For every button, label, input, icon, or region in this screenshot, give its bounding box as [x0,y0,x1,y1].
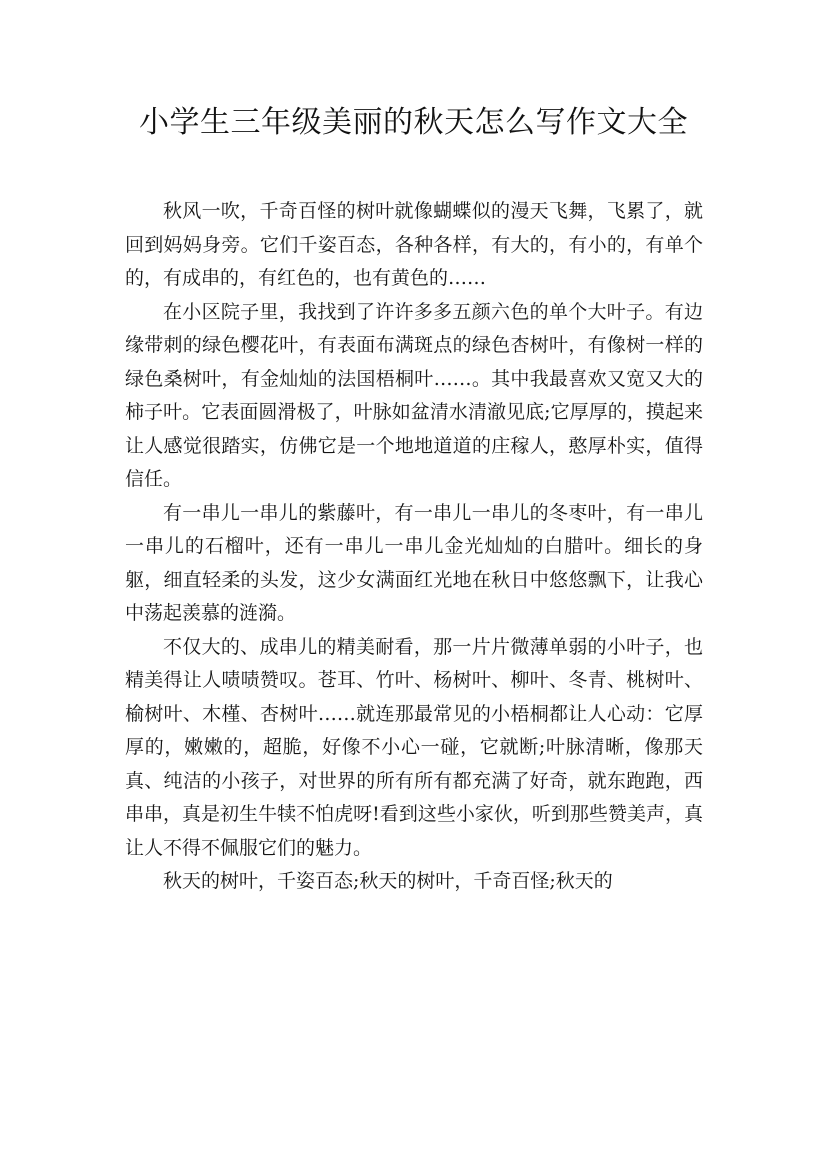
paragraph-3: 有一串儿一串儿的紫藤叶，有一串儿一串儿的冬枣叶，有一串儿一串儿的石榴叶，还有一串儿一串儿金光灿灿的白腊叶。细长的身躯，细直轻柔的头发，这少女满面红光地在秋日中悠悠飘下，让我心中荡起羡慕的涟漪。 [125,501,703,624]
paragraph-5: 秋天的树叶，千姿百态;秋天的树叶，千奇百怪;秋天的 [163,870,613,892]
paragraph-2: 在小区院子里，我找到了许许多多五颜六色的单个大叶子。有边缘带刺的绿色樱花叶，有表面布满斑点的绿色杏树叶，有像树一样的绿色桑树叶，有金灿灿的法国梧桐叶……。其中我最喜欢又宽又大的柿子叶。它表面圆滑极了，叶脉如盆清水清澈见底;它厚厚的，摸起来让人感觉很踏实，仿佛它是一个地地道道的庄稼人，憨厚朴实，值得信任。 [125,300,703,490]
document-body [125,195,703,899]
paragraph-4: 不仅大的、成串儿的精美耐看，那一片片微薄单弱的小叶子，也精美得让人啧啧赞叹。苍耳、竹叶、杨树叶、柳叶、冬青、桃树叶、榆树叶、木槿、杏树叶……就连那最常见的小梧桐都让人心动：它厚厚的，嫩嫩的，超脆，好像不小心一碰，它就断;叶脉清晰，像那天真、纯洁的小孩子，对世界的所有所有都充满了好奇，就东跑跑，西串串，真是初生牛犊不怕虎呀!看到这些小家伙，听到那些赞美声，真让人不得不佩服它们的魅力。 [125,635,703,859]
document-title: 小学生三年级美丽的秋天怎么写作文大全 [139,105,688,140]
paragraph-1: 秋风一吹，千奇百怪的树叶就像蝴蝶似的漫天飞舞，飞累了，就回到妈妈身旁。它们千姿百态，各种各样，有大的，有小的，有单个的，有成串的，有红色的，也有黄色的…… [125,200,703,289]
